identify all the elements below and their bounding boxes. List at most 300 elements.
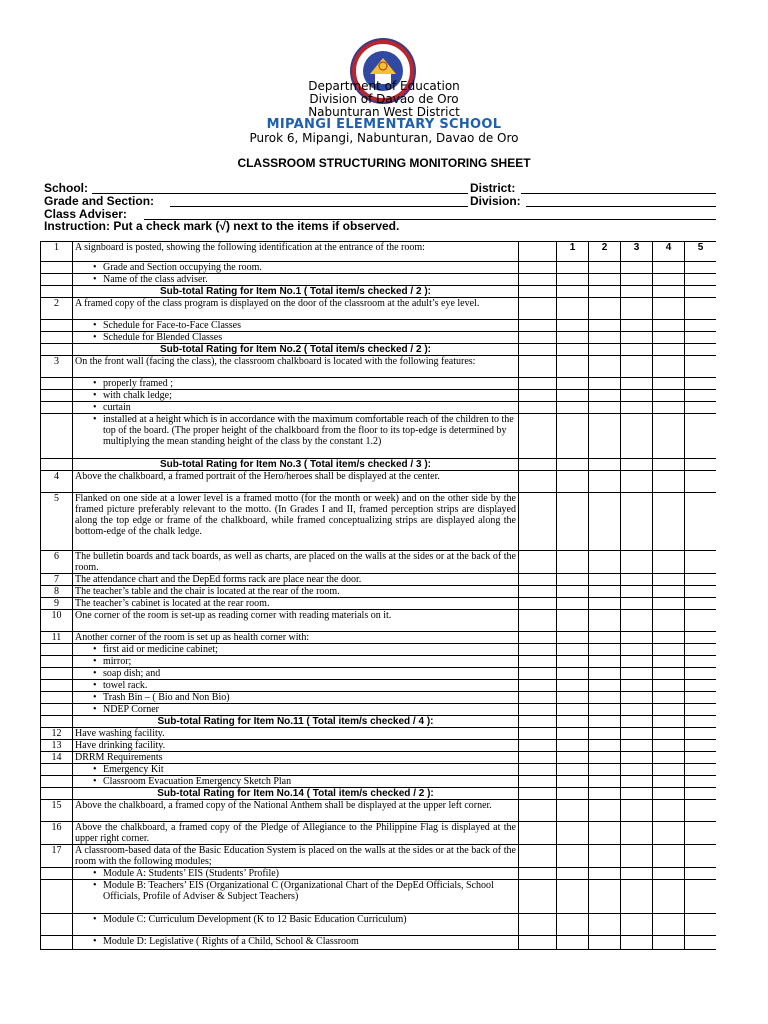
score-header-3[interactable]: 3 (621, 242, 653, 262)
score-cell[interactable] (685, 644, 717, 656)
score-cell[interactable] (685, 728, 717, 740)
score-header-2[interactable]: 2 (589, 242, 621, 262)
table-row (41, 274, 717, 286)
score-cell[interactable] (589, 644, 621, 656)
table-row (41, 551, 717, 574)
score-cell[interactable] (621, 414, 653, 459)
score-cell[interactable] (621, 632, 653, 644)
score-cell[interactable] (653, 390, 685, 402)
score-cell[interactable] (653, 574, 685, 586)
score-cell[interactable] (589, 868, 621, 880)
score-cell[interactable] (621, 332, 653, 344)
table-row (41, 493, 717, 551)
score-cell[interactable] (589, 402, 621, 414)
score-cell[interactable] (621, 598, 653, 610)
score-cell[interactable] (557, 574, 589, 586)
score-cell[interactable] (621, 822, 653, 845)
score-cell[interactable] (685, 286, 717, 298)
score-cell[interactable] (557, 274, 589, 286)
school-address: Purok 6, Mipangi, Nabunturan, Davao de Oro (249, 131, 519, 145)
score-cell[interactable] (653, 740, 685, 752)
score-cell[interactable] (621, 471, 653, 493)
score-cell[interactable] (653, 764, 685, 776)
score-cell[interactable] (557, 868, 589, 880)
gap-cell (519, 286, 557, 298)
score-cell[interactable] (621, 716, 653, 728)
score-cell[interactable] (653, 776, 685, 788)
score-cell[interactable] (621, 262, 653, 274)
score-cell[interactable] (621, 704, 653, 716)
score-cell[interactable] (557, 692, 589, 704)
score-cell[interactable] (589, 344, 621, 356)
score-cell[interactable] (621, 390, 653, 402)
score-cell[interactable] (557, 493, 589, 551)
score-header-4[interactable]: 4 (653, 242, 685, 262)
score-cell[interactable] (685, 262, 717, 274)
score-cell[interactable] (653, 493, 685, 551)
score-cell[interactable] (557, 822, 589, 845)
bullet-item: • Module A: Students’ EIS (Students’ Profile) (75, 868, 516, 879)
gap-cell (519, 471, 557, 493)
gap-cell (519, 610, 557, 632)
score-cell[interactable] (653, 320, 685, 332)
score-cell[interactable] (653, 610, 685, 632)
score-cell[interactable] (621, 776, 653, 788)
score-cell[interactable] (589, 298, 621, 320)
score-cell[interactable] (589, 752, 621, 764)
score-cell[interactable] (621, 740, 653, 752)
score-cell[interactable] (621, 402, 653, 414)
score-cell[interactable] (653, 586, 685, 598)
bullet-item: • Schedule for Face-to-Face Classes (75, 320, 516, 331)
score-cell[interactable] (685, 656, 717, 668)
score-cell[interactable] (621, 610, 653, 632)
score-cell[interactable] (589, 459, 621, 471)
score-cell[interactable] (589, 286, 621, 298)
score-cell[interactable] (685, 680, 717, 692)
score-cell[interactable] (653, 788, 685, 800)
score-cell[interactable] (589, 914, 621, 936)
score-cell[interactable] (557, 644, 589, 656)
table-row (41, 644, 717, 656)
grade-section-line[interactable] (170, 206, 468, 207)
score-cell[interactable] (589, 356, 621, 378)
score-cell[interactable] (557, 632, 589, 644)
score-cell[interactable] (589, 764, 621, 776)
item-number (41, 344, 73, 356)
score-cell[interactable] (589, 574, 621, 586)
score-cell[interactable] (557, 752, 589, 764)
score-cell[interactable] (685, 471, 717, 493)
score-cell[interactable] (589, 632, 621, 644)
score-cell[interactable] (589, 680, 621, 692)
score-cell[interactable] (557, 344, 589, 356)
score-cell[interactable] (557, 914, 589, 936)
score-cell[interactable] (685, 274, 717, 286)
score-cell[interactable] (557, 680, 589, 692)
score-cell[interactable] (589, 332, 621, 344)
item-description: Above the chalkboard, a framed copy of the Pledge of Allegiance to the Philippine Flag is displayed at the upper right corner. (73, 822, 519, 845)
score-cell[interactable] (653, 332, 685, 344)
score-cell[interactable] (621, 356, 653, 378)
score-cell[interactable] (653, 868, 685, 880)
score-cell[interactable] (557, 286, 589, 298)
table-row (41, 656, 717, 668)
score-cell[interactable] (653, 471, 685, 493)
score-cell[interactable] (653, 274, 685, 286)
score-cell[interactable] (589, 776, 621, 788)
score-cell[interactable] (621, 551, 653, 574)
score-cell[interactable] (621, 344, 653, 356)
table-row (41, 776, 717, 788)
score-cell[interactable] (653, 692, 685, 704)
score-cell[interactable] (653, 680, 685, 692)
department-name: Department of Education (308, 79, 460, 93)
score-cell[interactable] (621, 644, 653, 656)
table-row (41, 378, 717, 390)
score-cell[interactable] (557, 320, 589, 332)
score-cell[interactable] (557, 704, 589, 716)
instruction-text: Instruction: Put a check mark (√) next to the items if observed. (44, 219, 400, 233)
score-cell[interactable] (557, 800, 589, 822)
score-cell[interactable] (653, 716, 685, 728)
score-cell[interactable] (621, 378, 653, 390)
score-cell[interactable] (621, 788, 653, 800)
score-cell[interactable] (621, 728, 653, 740)
score-cell[interactable] (589, 471, 621, 493)
division-label: Division: (470, 194, 521, 208)
score-cell[interactable] (685, 740, 717, 752)
score-cell[interactable] (621, 459, 653, 471)
score-cell[interactable] (621, 880, 653, 914)
score-cell[interactable] (557, 845, 589, 868)
score-cell[interactable] (557, 551, 589, 574)
score-cell[interactable] (653, 632, 685, 644)
bullet-cell (73, 764, 519, 776)
subtotal-label: Sub-total Rating for Item No.11 ( Total item/s checked / 4 ): (73, 716, 519, 728)
gap-cell (519, 822, 557, 845)
bullet-item: • Trash Bin – ( Bio and Non Bio) (75, 692, 516, 703)
score-cell[interactable] (685, 880, 717, 914)
score-cell[interactable] (653, 880, 685, 914)
item-number (41, 764, 73, 776)
item-number (41, 286, 73, 298)
score-cell[interactable] (685, 692, 717, 704)
score-cell[interactable] (621, 656, 653, 668)
score-cell[interactable] (685, 378, 717, 390)
score-cell[interactable] (685, 776, 717, 788)
table-row (41, 320, 717, 332)
bullet-item: • Module C: Curriculum Development (K to 12 Basic Education Curriculum) (75, 914, 516, 925)
item-number: 12 (41, 728, 73, 740)
score-cell[interactable] (589, 262, 621, 274)
bullet-cell (73, 776, 519, 788)
table-row (41, 728, 717, 740)
score-cell[interactable] (589, 551, 621, 574)
gap-cell (519, 740, 557, 752)
bullet-cell (73, 936, 519, 950)
item-number (41, 868, 73, 880)
score-cell[interactable] (685, 356, 717, 378)
score-cell[interactable] (685, 402, 717, 414)
table-row (41, 668, 717, 680)
score-cell[interactable] (653, 644, 685, 656)
item-number (41, 692, 73, 704)
score-cell[interactable] (589, 692, 621, 704)
score-cell[interactable] (685, 868, 717, 880)
score-cell[interactable] (653, 402, 685, 414)
grade-section-label: Grade and Section: (44, 194, 155, 208)
score-cell[interactable] (621, 286, 653, 298)
item-number (41, 716, 73, 728)
gap-cell (519, 668, 557, 680)
score-cell[interactable] (621, 493, 653, 551)
bullet-item: • Schedule for Blended Classes (75, 332, 516, 343)
score-cell[interactable] (589, 788, 621, 800)
score-cell[interactable] (685, 493, 717, 551)
score-cell[interactable] (557, 459, 589, 471)
score-cell[interactable] (589, 414, 621, 459)
score-cell[interactable] (685, 298, 717, 320)
checklist-table (40, 241, 716, 950)
bullet-item: • Name of the class adviser. (75, 274, 516, 285)
table-row (41, 471, 717, 493)
score-cell[interactable] (685, 551, 717, 574)
table-row (41, 740, 717, 752)
table-row (41, 332, 717, 344)
subtotal-row (41, 716, 717, 728)
score-cell[interactable] (685, 788, 717, 800)
score-cell[interactable] (653, 728, 685, 740)
score-cell[interactable] (557, 262, 589, 274)
item-number: 13 (41, 740, 73, 752)
score-cell[interactable] (589, 493, 621, 551)
score-cell[interactable] (685, 344, 717, 356)
table-row (41, 680, 717, 692)
score-cell[interactable] (653, 378, 685, 390)
score-cell[interactable] (685, 800, 717, 822)
school-label: School: (44, 181, 88, 195)
division-line[interactable] (526, 206, 716, 207)
score-cell[interactable] (685, 610, 717, 632)
score-cell[interactable] (589, 740, 621, 752)
score-cell[interactable] (589, 668, 621, 680)
item-number: 17 (41, 845, 73, 868)
score-cell[interactable] (557, 332, 589, 344)
table-row (41, 402, 717, 414)
gap-cell (519, 656, 557, 668)
score-cell[interactable] (621, 574, 653, 586)
bullet-item: • Emergency Kit (75, 764, 516, 775)
table-row (41, 574, 717, 586)
score-cell[interactable] (685, 320, 717, 332)
score-cell[interactable] (589, 274, 621, 286)
score-cell[interactable] (685, 390, 717, 402)
table-row (41, 800, 717, 822)
gap-cell (519, 788, 557, 800)
score-cell[interactable] (685, 764, 717, 776)
bullet-cell (73, 914, 519, 936)
bullet-cell (73, 402, 519, 414)
score-cell[interactable] (653, 598, 685, 610)
score-cell[interactable] (653, 800, 685, 822)
score-cell[interactable] (653, 344, 685, 356)
score-cell[interactable] (589, 800, 621, 822)
score-cell[interactable] (653, 668, 685, 680)
score-cell[interactable] (589, 320, 621, 332)
score-cell[interactable] (589, 936, 621, 950)
table-row (41, 390, 717, 402)
item-description: One corner of the room is set-up as reading corner with reading materials on it. (73, 610, 519, 632)
score-cell[interactable] (685, 822, 717, 845)
district-name: Nabunturan West District (308, 105, 460, 119)
score-cell[interactable] (621, 936, 653, 950)
score-cell[interactable] (589, 390, 621, 402)
score-cell[interactable] (557, 402, 589, 414)
score-cell[interactable] (653, 459, 685, 471)
score-cell[interactable] (685, 668, 717, 680)
score-cell[interactable] (589, 378, 621, 390)
score-cell[interactable] (685, 752, 717, 764)
score-cell[interactable] (621, 868, 653, 880)
score-cell[interactable] (621, 298, 653, 320)
score-cell[interactable] (685, 716, 717, 728)
score-cell[interactable] (621, 586, 653, 598)
score-cell[interactable] (685, 586, 717, 598)
score-cell[interactable] (685, 704, 717, 716)
score-cell[interactable] (621, 320, 653, 332)
score-cell[interactable] (589, 610, 621, 632)
score-cell[interactable] (589, 845, 621, 868)
score-cell[interactable] (653, 656, 685, 668)
gap-cell (519, 356, 557, 378)
score-cell[interactable] (557, 598, 589, 610)
bullet-item: • properly framed ; (75, 378, 516, 389)
item-number: 8 (41, 586, 73, 598)
score-cell[interactable] (685, 845, 717, 868)
score-cell[interactable] (557, 471, 589, 493)
bullet-cell (73, 656, 519, 668)
score-cell[interactable] (685, 414, 717, 459)
score-cell[interactable] (557, 656, 589, 668)
district-line[interactable] (521, 193, 716, 194)
score-cell[interactable] (589, 728, 621, 740)
score-cell[interactable] (685, 598, 717, 610)
gap-cell (519, 716, 557, 728)
item-description: On the front wall (facing the class), the classroom chalkboard is located with the following features: (73, 356, 519, 378)
score-cell[interactable] (557, 356, 589, 378)
score-cell[interactable] (557, 740, 589, 752)
gap-cell (519, 800, 557, 822)
score-cell[interactable] (653, 704, 685, 716)
score-cell[interactable] (557, 716, 589, 728)
item-number (41, 262, 73, 274)
score-cell[interactable] (557, 880, 589, 914)
item-number (41, 704, 73, 716)
score-header-5[interactable]: 5 (685, 242, 717, 262)
score-cell[interactable] (557, 586, 589, 598)
score-cell[interactable] (653, 914, 685, 936)
score-cell[interactable] (685, 332, 717, 344)
score-cell[interactable] (653, 752, 685, 764)
score-cell[interactable] (685, 914, 717, 936)
score-cell[interactable] (557, 776, 589, 788)
item-number (41, 880, 73, 914)
gap-cell (519, 880, 557, 914)
score-cell[interactable] (685, 574, 717, 586)
score-cell[interactable] (557, 414, 589, 459)
score-cell[interactable] (621, 764, 653, 776)
item-number (41, 680, 73, 692)
score-cell[interactable] (685, 936, 717, 950)
score-cell[interactable] (589, 656, 621, 668)
bullet-item: • curtain (75, 402, 516, 413)
bullet-cell (73, 390, 519, 402)
score-cell[interactable] (589, 586, 621, 598)
score-cell[interactable] (653, 551, 685, 574)
score-cell[interactable] (557, 610, 589, 632)
score-cell[interactable] (621, 845, 653, 868)
score-cell[interactable] (621, 274, 653, 286)
score-cell[interactable] (557, 390, 589, 402)
score-cell[interactable] (653, 936, 685, 950)
score-cell[interactable] (653, 822, 685, 845)
score-cell[interactable] (557, 668, 589, 680)
score-cell[interactable] (685, 459, 717, 471)
subtotal-label: Sub-total Rating for Item No.1 ( Total item/s checked / 2 ): (73, 286, 519, 298)
score-cell[interactable] (621, 752, 653, 764)
score-cell[interactable] (621, 692, 653, 704)
score-cell[interactable] (653, 356, 685, 378)
score-cell[interactable] (589, 822, 621, 845)
item-description: A framed copy of the class program is displayed on the door of the classroom at the adult’s eye level. (73, 298, 519, 320)
score-cell[interactable] (589, 880, 621, 914)
score-cell[interactable] (557, 764, 589, 776)
score-cell[interactable] (589, 704, 621, 716)
score-header-1[interactable]: 1 (557, 242, 589, 262)
score-cell[interactable] (621, 914, 653, 936)
table-row (41, 845, 717, 868)
score-cell[interactable] (653, 298, 685, 320)
subtotal-row (41, 459, 717, 471)
item-number: 14 (41, 752, 73, 764)
score-cell[interactable] (653, 414, 685, 459)
bullet-cell (73, 880, 519, 914)
score-cell[interactable] (557, 378, 589, 390)
score-cell[interactable] (653, 286, 685, 298)
bullet-item: • mirror; (75, 656, 516, 667)
score-cell[interactable] (653, 262, 685, 274)
subtotal-row (41, 286, 717, 298)
score-cell[interactable] (557, 936, 589, 950)
score-cell[interactable] (621, 680, 653, 692)
score-cell[interactable] (685, 632, 717, 644)
score-cell[interactable] (589, 598, 621, 610)
score-cell[interactable] (621, 668, 653, 680)
item-number: 6 (41, 551, 73, 574)
score-cell[interactable] (589, 716, 621, 728)
score-cell[interactable] (557, 788, 589, 800)
item-number (41, 668, 73, 680)
item-number: 10 (41, 610, 73, 632)
score-cell[interactable] (653, 845, 685, 868)
score-cell[interactable] (621, 800, 653, 822)
table-row (41, 610, 717, 632)
score-cell[interactable] (557, 728, 589, 740)
score-cell[interactable] (557, 298, 589, 320)
bullet-item: • Module B: Teachers’ EIS (Organizational C (Organizational Chart of the DepEd Officials, School Officials, Profile of Adviser & Subject Teachers) (75, 880, 516, 902)
table-row (41, 298, 717, 320)
